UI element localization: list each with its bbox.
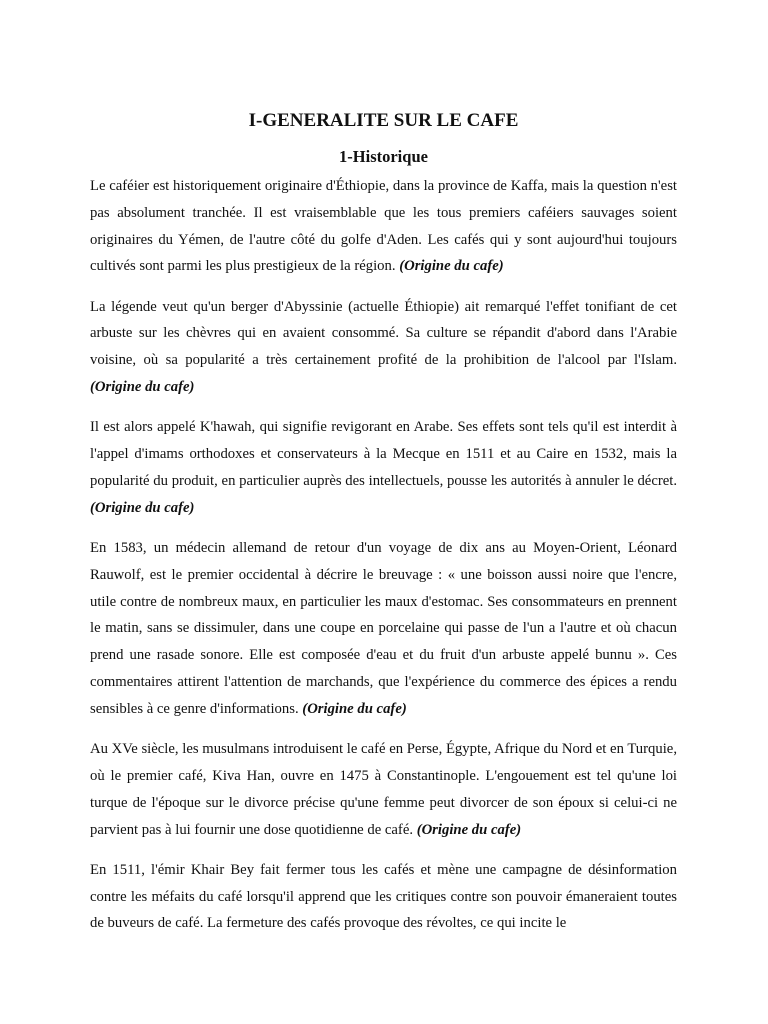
document-title: I-GENERALITE SUR LE CAFE (248, 110, 519, 131)
citation: (Origine du cafe) (90, 379, 195, 396)
paragraph (90, 736, 677, 843)
paragraph (90, 173, 677, 280)
paragraph (90, 857, 677, 937)
document-page (90, 109, 677, 951)
section-heading: 1-Historique (339, 147, 428, 166)
paragraph (90, 414, 677, 521)
citation: (Origine du cafe) (302, 700, 407, 717)
paragraph (90, 294, 677, 401)
paragraph-text: Au XVe siècle, les musulmans introduisent le café en Perse, Égypte, Afrique du Nord et en Turquie, où le premier café, Kiva Han, ouvre en 1475 à Constantinople. L'engouement est tel qu'une loi turque de l'époque sur le divorce précise qu'une femme peut divorcer de son époux si celui-ci ne parvient pas à lui fournir une dose quotidienne de café. (90, 741, 677, 838)
paragraph (90, 535, 677, 723)
paragraph-text: Le caféier est historiquement originaire d'Éthiopie, dans la province de Kaffa, mais la question n'est pas absolument tranchée. Il est vraisemblable que les tous premiers caféiers sauvages soient originaires du Yémen, de l'autre côté du golfe d'Aden. Les cafés qui y sont aujourd'hui toujours cultivés sont parmi les plus prestigieux de la région. (90, 178, 677, 275)
citation: (Origine du cafe) (416, 821, 522, 838)
citation: (Origine du cafe) (90, 499, 195, 516)
paragraph-text: En 1583, un médecin allemand de retour d'un voyage de dix ans au Moyen-Orient, Léonard Rauwolf, est le premier occidental à décrire le breuvage : « une boisson aussi noire que l'encre, utile contre de nombreux maux, en particulier les maux d'estomac. Ses consommateurs en prennent le matin, sans se dissimuler, dans une coupe en porcelaine qui passe de l'un a l'autre et où chacun prend une rasade sonore. Elle est composée d'eau et du fruit d'un arbuste appelé bunnu ». Ces commentaires attirent l'attention de marchands, que l'expérience du commerce des épices a rendu sensibles à ce genre d'informations. (90, 540, 677, 717)
paragraph-text: En 1511, l'émir Khair Bey fait fermer tous les cafés et mène une campagne de désinformation contre les méfaits du café lorsqu'il apprend que les critiques contre son pouvoir émaneraient toutes de buveurs de café. La fermeture des cafés provoque des révoltes, ce qui incite le (90, 861, 677, 932)
citation: (Origine du cafe) (399, 258, 504, 275)
paragraph-text: La légende veut qu'un berger d'Abyssinie (actuelle Éthiopie) ait remarqué l'effet tonifiant de cet arbuste sur les chèvres qui en avaient consommé. Sa culture se répandit d'abord dans l'Arabie voisine, où sa popularité a très certainement profité de la prohibition de l'alcool par l'Islam. (90, 298, 677, 369)
paragraph-text: Il est alors appelé K'hawah, qui signifie revigorant en Arabe. Ses effets sont tels qu'il est interdit à l'appel d'imams orthodoxes et conservateurs à la Mecque en 1511 et au Caire en 1532, mais la popularité du produit, en particulier auprès des intellectuels, pousse les autorités à annuler le décret. (90, 419, 677, 489)
